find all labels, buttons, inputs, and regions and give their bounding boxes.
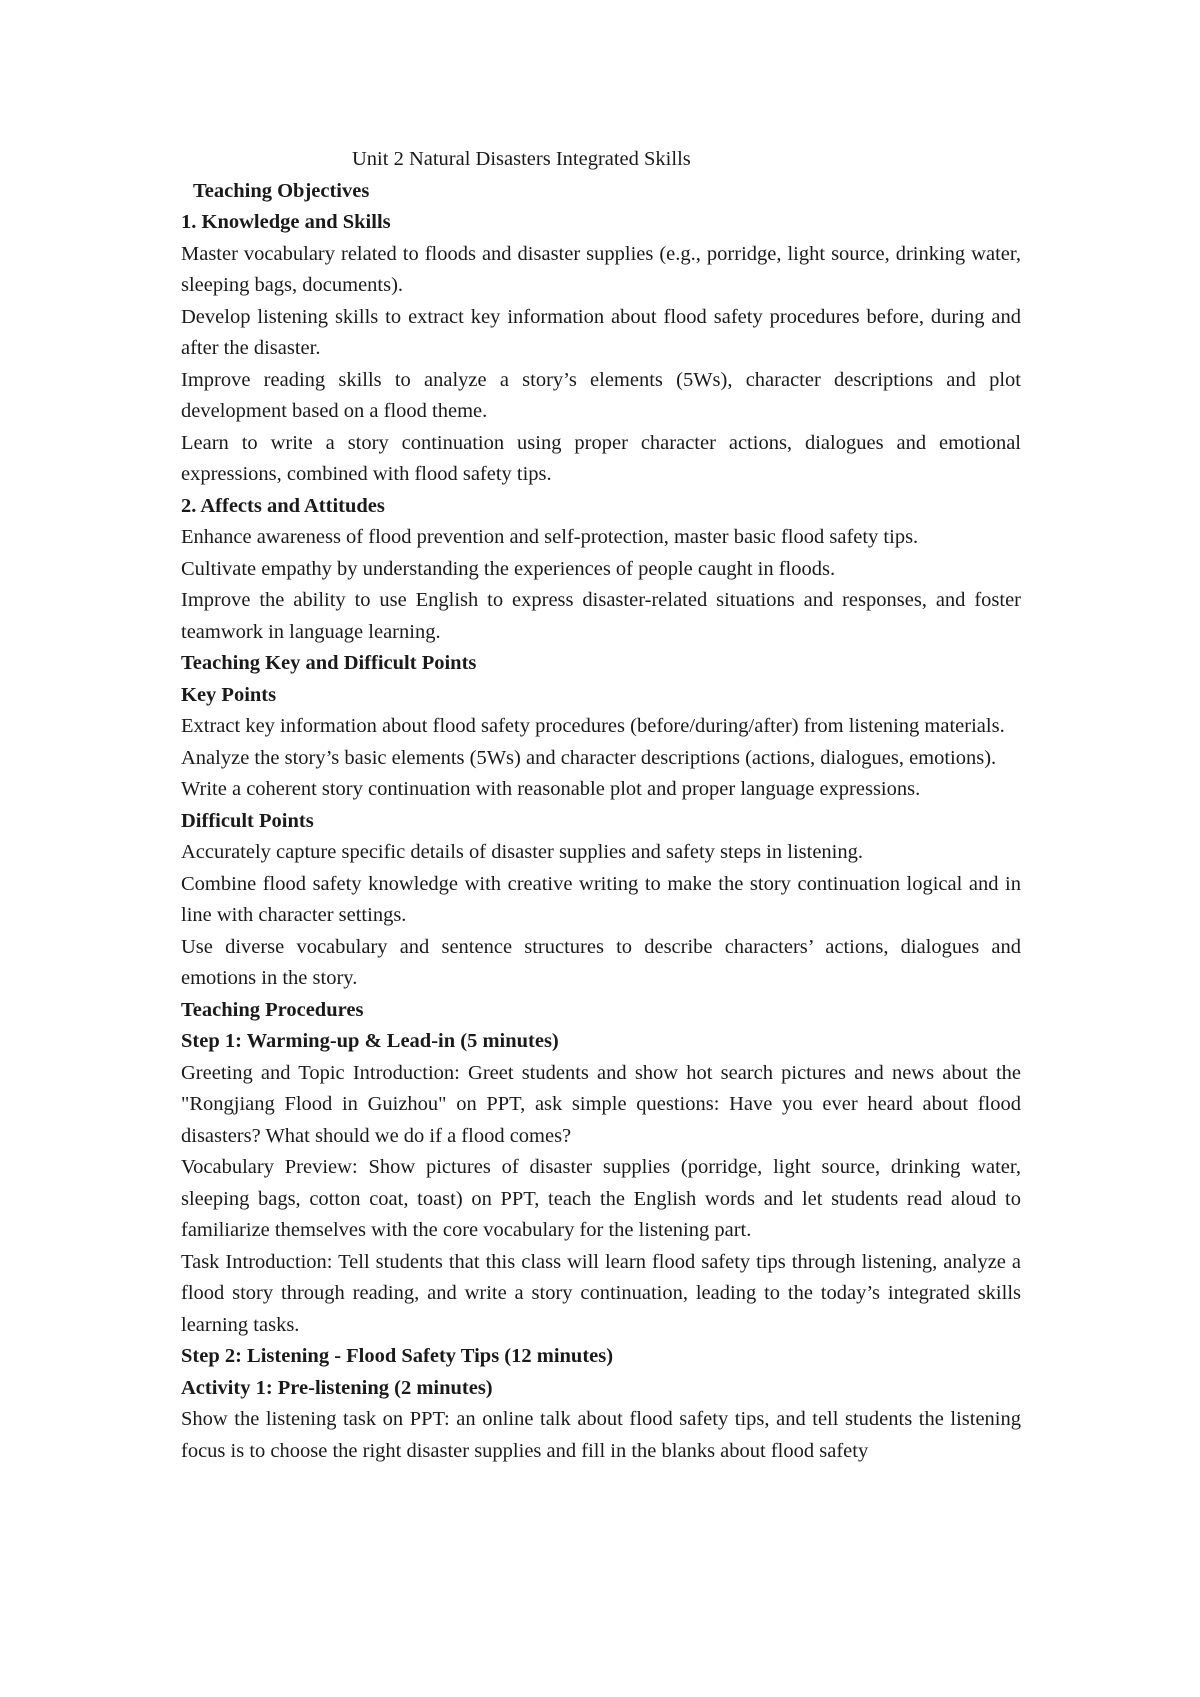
step1-item: Vocabulary Preview: Show pictures of disaster supplies (porridge, light source, drinking water, sleeping bags, cotton coat, toast) on PPT, teach the English words and let students read aloud to familiarize themselves with the core vocabulary for the listening part.: [181, 1156, 1021, 1241]
difficult-point-item: Accurately capture specific details of disaster supplies and safety steps in listening.: [181, 841, 863, 863]
knowledge-item: Develop listening skills to extract key information about flood safety procedures before, during and after the disaster.: [181, 305, 1021, 359]
step1-item: Task Introduction: Tell students that this class will learn flood safety tips through listening, analyze a flood story through reading, and write a story continuation, leading to the today’s integrated skills learning tasks.: [181, 1250, 1021, 1336]
teaching-objectives-heading: Teaching Objectives: [193, 179, 370, 202]
key-point-item: Write a coherent story continuation with reasonable plot and proper language expressions.: [181, 778, 921, 800]
affects-item: Cultivate empathy by understanding the experiences of people caught in floods.: [181, 557, 836, 580]
teaching-procedures-heading: Teaching Procedures: [181, 998, 364, 1021]
affects-item: Improve the ability to use English to express disaster-related situations and responses, and foster teamwork in language learning.: [181, 589, 1021, 643]
activity1-heading: Activity 1: Pre-listening (2 minutes): [181, 1376, 493, 1399]
step1-item: Greeting and Topic Introduction: Greet students and show hot search pictures and news about the "Rongjiang Flood in Guizhou" on PPT, ask simple questions: Have you ever heard about flood disasters? What should we do if a flood comes?: [181, 1061, 1021, 1147]
difficult-point-item: Use diverse vocabulary and sentence structures to describe characters’ actions, dialogues and emotions in the story.: [181, 935, 1021, 989]
document-title: Unit 2 Natural Disasters Integrated Skills: [352, 148, 691, 170]
step2-heading: Step 2: Listening - Flood Safety Tips (12 minutes): [181, 1345, 614, 1367]
knowledge-item: Master vocabulary related to floods and disaster supplies (e.g., porridge, light source, drinking water, sleeping bags, documents).: [181, 242, 1021, 296]
key-point-item: Extract key information about flood safety procedures (before/during/after) from listening materials.: [181, 715, 1005, 737]
key-difficult-heading: Teaching Key and Difficult Points: [181, 652, 477, 674]
knowledge-skills-heading: 1. Knowledge and Skills: [181, 211, 391, 233]
difficult-points-heading: Difficult Points: [181, 809, 314, 832]
key-point-item: Analyze the story’s basic elements (5Ws) and character descriptions (actions, dialogues, emotions).: [181, 746, 997, 769]
step1-heading: Step 1: Warming-up & Lead-in (5 minutes): [181, 1030, 559, 1052]
document-page: [181, 144, 1021, 1467]
key-points-heading: Key Points: [181, 683, 277, 706]
knowledge-item: Improve reading skills to analyze a story’s elements (5Ws), character descriptions and plot development based on a flood theme.: [181, 368, 1021, 422]
affects-attitudes-heading: 2. Affects and Attitudes: [181, 494, 385, 517]
activity1-text: Show the listening task on PPT: an online talk about flood safety tips, and tell students the listening focus is to choose the right disaster supplies and fill in the blanks about flood safety: [181, 1408, 1021, 1462]
knowledge-item: Learn to write a story continuation using proper character actions, dialogues and emotional expressions, combined with flood safety tips.: [181, 431, 1021, 485]
difficult-point-item: Combine flood safety knowledge with creative writing to make the story continuation logical and in line with character settings.: [181, 872, 1021, 926]
affects-item: Enhance awareness of flood prevention and self-protection, master basic flood safety tips.: [181, 526, 919, 548]
